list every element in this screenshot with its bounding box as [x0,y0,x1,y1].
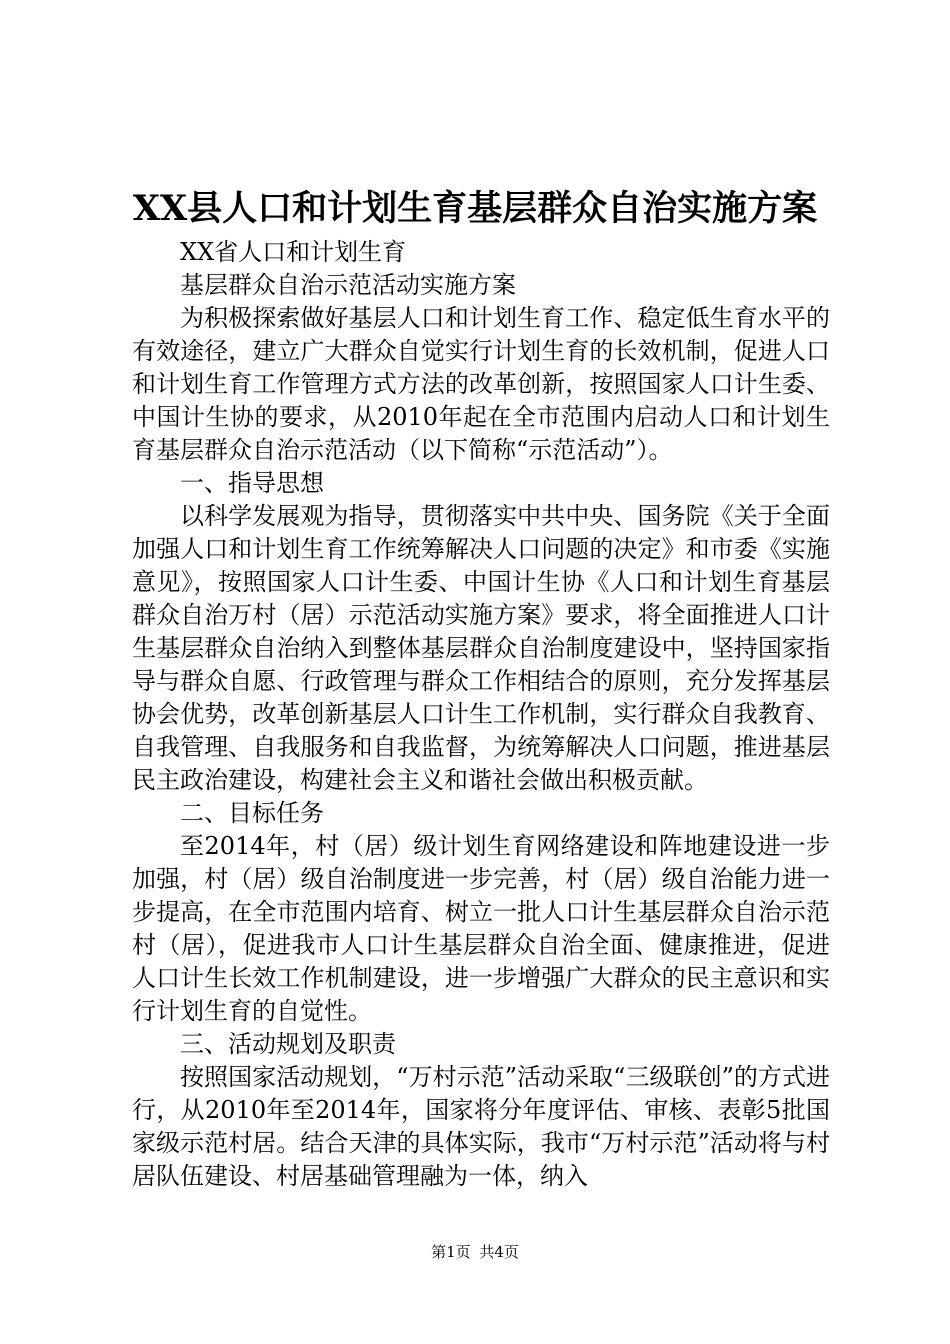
subtitle-line-2: 基层群众自治示范活动实施方案 [180,271,516,299]
section-heading-1: 一、指导思想 [180,469,324,497]
page-footer [0,1242,950,1262]
section-heading-3: 三、活动规划及职责 [180,1030,396,1058]
section-3-paragraph: 按照国家活动规划，“万村示范”活动采取“三级联创”的方式进行，从2010年至2014年，国家将分年度评估、审核、表彰5批国家级示范村居。结合天津的具体实际，我市“万村示范”活动将与村居队伍建设、村居基础管理融为一体，纳入 [132,1063,830,1190]
document-title: XX县人口和计划生育基层群众自治实施方案 [132,188,818,229]
document-body [132,236,830,1193]
section-1-paragraph: 以科学发展观为指导，贯彻落实中共中央、国务院《关于全面加强人口和计划生育工作统筹解决人口问题的决定》和市委《实施意见》，按照国家人口计生委、中国计生协《人口和计划生育基层群众自治万村（居）示范活动实施方案》要求，将全面推进人口计生基层群众自治纳入到整体基层群众自治制度建设中，坚持国家指导与群众自愿、行政管理与群众工作相结合的原则，充分发挥基层协会优势，改革创新基层人口计生工作机制，实行群众自我教育、自我管理、自我服务和自我监督，为统筹解决人口问题，推进基层民主政治建设，构建社会主义和谐社会做出积极贡献。 [132,502,830,794]
section-2-paragraph: 至2014年，村（居）级计划生育网络建设和阵地建设进一步加强，村（居）级自治制度进一步完善，村（居）级自治能力进一步提高，在全市范围内培育、树立一批人口计生基层群众自治示范村（居），促进我市人口计生基层群众自治全面、健康推进，促进人口计生长效工作机制建设，进一步增强广大群众的民主意识和实行计划生育的自觉性。 [132,832,830,1025]
subtitle-line-1: XX省人口和计划生育 [180,238,407,266]
page-total: 共4页 [479,1243,519,1261]
page-number: 第1页 [431,1243,471,1261]
section-heading-2: 二、目标任务 [180,799,324,827]
intro-paragraph: 为积极探索做好基层人口和计划生育工作、稳定低生育水平的有效途径，建立广大群众自觉实行计划生育的长效机制，促进人口和计划生育工作管理方式方法的改革创新，按照国家人口计生委、中国计生协的要求，从2010年起在全市范围内启动人口和计划生育基层群众自治示范活动（以下简称“示范活动”）。 [132,304,830,464]
